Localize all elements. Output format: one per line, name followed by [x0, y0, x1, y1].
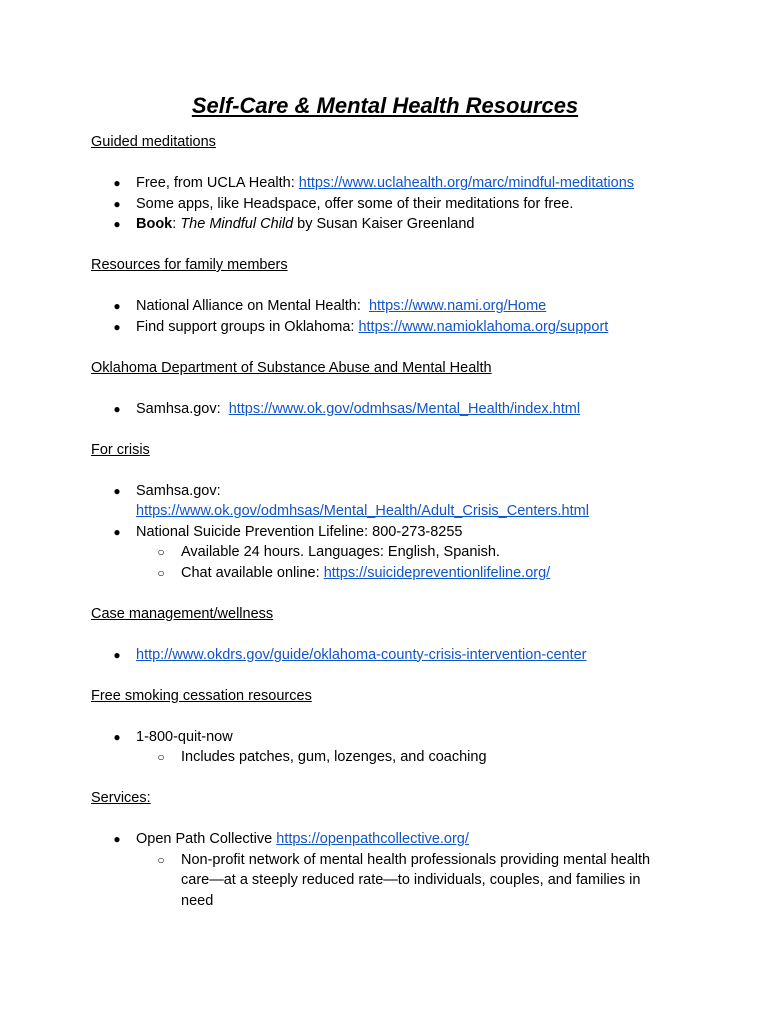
section-heading: Oklahoma Department of Substance Abuse and Mental Health [91, 359, 492, 376]
sub-bullet-icon: ○ [157, 545, 165, 559]
bullet-list [91, 173, 691, 235]
item-text: Open Path Collective [136, 831, 277, 847]
section-smoking-cessation [91, 686, 691, 768]
bullet-icon: ● [113, 401, 121, 416]
item-text: Includes patches, gum, lozenges, and coaching [181, 749, 487, 765]
bullet-icon: ● [113, 217, 121, 231]
item-text: Chat available online: [181, 564, 324, 581]
section-family-resources [91, 255, 691, 337]
section-heading: Case management/wellness [91, 605, 274, 622]
nami-link[interactable]: https://www.nami.org/Home [368, 298, 547, 314]
item-text: Non-profit network of mental health professionals providing mental health care—at a steeply reduced rate—to individuals, couples, and families in need [181, 851, 651, 909]
bullet-list [91, 481, 691, 584]
section-crisis [91, 440, 691, 584]
sub-list-item [136, 850, 671, 912]
crisis-centers-link[interactable]: https://www.ok.gov/odmhsas/Mental_Health/Adult_Crisis_Centers.html [136, 503, 589, 519]
list-item [91, 399, 691, 420]
bullet-list [91, 727, 691, 768]
item-text: Available 24 hours. Languages: English, Spanish. [181, 544, 500, 560]
bullet-icon: ● [113, 176, 121, 190]
list-item [91, 645, 691, 666]
lifeline-link[interactable]: https://suicidepreventionlifeline.org/ [323, 564, 551, 581]
section-heading: Free smoking cessation resources [91, 687, 312, 704]
bullet-list [91, 829, 691, 911]
page-title: Self-Care & Mental Health Resources [191, 93, 579, 118]
sub-bullet-icon: ○ [157, 852, 165, 867]
bullet-list [91, 399, 691, 420]
list-item [91, 829, 691, 911]
bullet-icon: ● [113, 524, 121, 539]
sub-list-item [136, 747, 691, 768]
list-item [91, 522, 691, 584]
item-text: Samhsa.gov: [136, 482, 221, 499]
item-text: Samhsa.gov: [136, 400, 229, 417]
sub-list [136, 542, 691, 583]
item-text: National Alliance on Mental Health: [136, 298, 369, 314]
bullet-icon: ● [113, 196, 121, 211]
list-item [91, 296, 691, 317]
bullet-icon: ● [113, 319, 121, 334]
nami-oklahoma-link[interactable]: https://www.namioklahoma.org/support [358, 318, 609, 335]
book-title: The Mindful Child [180, 216, 294, 232]
document-body [91, 132, 691, 932]
list-item [91, 173, 691, 194]
sub-bullet-icon: ○ [157, 750, 165, 764]
open-path-link[interactable]: https://openpathcollective.org/ [276, 831, 469, 847]
section-services [91, 788, 691, 911]
bullet-icon: ● [113, 729, 121, 744]
item-text: 1-800-quit-now [136, 728, 233, 745]
bullet-icon: ● [113, 832, 121, 846]
book-label: Book [136, 216, 173, 232]
list-item [91, 214, 691, 235]
section-odmhsas [91, 358, 691, 420]
item-text: Free, from UCLA Health: [136, 175, 299, 191]
sub-list-item [136, 542, 691, 563]
section-heading: Resources for family members [91, 257, 288, 273]
odmhsas-link[interactable]: https://www.ok.gov/odmhsas/Mental_Health/index.html [228, 400, 581, 417]
item-text: National Suicide Prevention Lifeline: 800-273-8255 [136, 523, 463, 540]
list-item [91, 194, 691, 215]
sub-bullet-icon: ○ [157, 565, 165, 580]
section-heading: Guided meditations [91, 134, 216, 150]
bullet-list [91, 296, 691, 337]
section-heading: For crisis [91, 441, 150, 458]
book-author: by Susan Kaiser Greenland [293, 216, 475, 232]
section-guided-meditations [91, 132, 691, 235]
sub-list-item [136, 563, 691, 584]
sub-list [136, 747, 691, 768]
ucla-meditations-link[interactable]: https://www.uclahealth.org/marc/mindful-meditations [298, 175, 635, 191]
bullet-list [91, 645, 691, 666]
list-item [91, 481, 691, 522]
separator: : [172, 216, 181, 232]
item-text: Find support groups in Oklahoma: [136, 318, 359, 335]
list-item [91, 727, 691, 768]
sub-list [136, 850, 691, 912]
section-heading: Services: [91, 790, 151, 806]
item-text: Some apps, like Headspace, offer some of their meditations for free. [136, 195, 574, 212]
okdrs-link[interactable]: http://www.okdrs.gov/guide/oklahoma-county-crisis-intervention-center [136, 646, 587, 663]
list-item [91, 317, 691, 338]
bullet-icon: ● [113, 647, 121, 662]
bullet-icon: ● [113, 483, 121, 498]
section-case-management [91, 604, 691, 666]
bullet-icon: ● [113, 299, 121, 313]
